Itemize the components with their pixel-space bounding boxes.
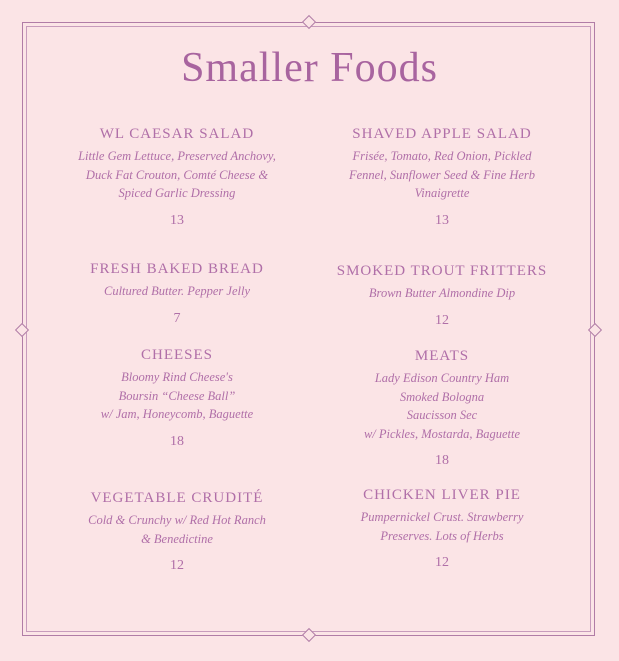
- item-description: Brown Butter Almondine Dip: [368, 286, 516, 300]
- menu-item: [42, 261, 312, 327]
- menu-item: [307, 487, 577, 571]
- item-description: Lady Edison Country Ham Smoked Bologna Saucisson Sec w/ Pickles, Mostarda, Baguette: [363, 371, 521, 441]
- item-price: 13: [435, 212, 449, 228]
- item-name: CHICKEN LIVER PIE: [363, 487, 521, 503]
- item-description: Cold & Crunchy w/ Red Hot Ranch & Benedictine: [88, 513, 266, 546]
- menu-item: [307, 348, 577, 469]
- menu-item: [307, 126, 577, 229]
- menu-item: [42, 490, 312, 574]
- item-price: 18: [170, 433, 184, 449]
- menu-item: [307, 263, 577, 329]
- item-description: Cultured Butter. Pepper Jelly: [103, 284, 251, 298]
- item-description: Bloomy Rind Cheese's Boursin “Cheese Ball” w/ Jam, Honeycomb, Baguette: [100, 370, 254, 421]
- item-name: VEGETABLE CRUDITÉ: [90, 490, 264, 506]
- item-price: 12: [435, 312, 449, 328]
- menu-item: [42, 126, 312, 229]
- item-description: Little Gem Lettuce, Preserved Anchovy, Duck Fat Crouton, Comté Cheese & Spiced Garlic Dressing: [78, 149, 276, 200]
- item-name: SMOKED TROUT FRITTERS: [336, 263, 548, 279]
- item-price: 13: [170, 212, 184, 228]
- item-price: 12: [170, 558, 184, 573]
- item-name: MEATS: [414, 348, 470, 364]
- item-name: SHAVED APPLE SALAD: [352, 126, 532, 142]
- menu-item: [42, 347, 312, 450]
- item-name: WL CAESAR SALAD: [99, 126, 255, 142]
- item-name: FRESH BAKED BREAD: [90, 261, 264, 277]
- item-description: Frisée, Tomato, Red Onion, Pickled Fennel, Sunflower Seed & Fine Herb Vinaigrette: [348, 149, 536, 200]
- item-price: 12: [435, 555, 449, 570]
- item-name: CHEESES: [140, 347, 213, 363]
- page-title: Smaller Foods: [181, 45, 438, 91]
- item-price: 7: [173, 310, 181, 326]
- item-price: 18: [435, 453, 449, 468]
- item-description: Pumpernickel Crust. Strawberry Preserves. Lots of Herbs: [360, 510, 524, 543]
